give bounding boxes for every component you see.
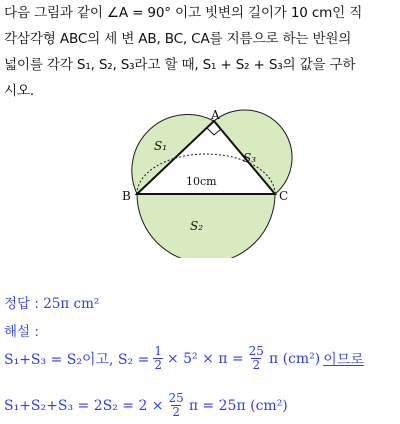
sol1-part-c: π (cm²) xyxy=(268,350,321,367)
solution-label: 해설 : xyxy=(4,324,39,340)
problem-line-4: 시오. xyxy=(4,83,34,99)
sol1-part-d: 이므로 xyxy=(323,351,364,368)
label-s2: S₂ xyxy=(190,219,204,233)
fraction-numerator: 25 xyxy=(248,344,264,358)
label-s1: S₁ xyxy=(154,139,168,153)
fraction-25-over-2-b xyxy=(168,392,185,419)
answer-line xyxy=(4,292,99,312)
fraction-denominator: 2 xyxy=(252,358,261,372)
sol2-part-a: S₁+S₂+S₃ = 2S₂ = 2 × xyxy=(4,397,164,414)
fraction-denominator: 2 xyxy=(154,358,162,372)
right-angle-mark xyxy=(207,128,221,135)
fraction-denominator: 2 xyxy=(172,405,180,419)
fraction-25-over-2 xyxy=(248,345,265,372)
solution-line-2 xyxy=(4,392,288,419)
label-hypotenuse: 10cm xyxy=(186,175,217,188)
problem-line-2: 각삼각형 ABC의 세 변 AB, BC, CA를 지름으로 하는 반원의 xyxy=(4,31,352,47)
answer-value: 25π cm² xyxy=(43,296,100,312)
fraction-numerator: 25 xyxy=(168,391,184,405)
sol2-part-b: π = 25π (cm²) xyxy=(188,397,288,414)
solution-line-1 xyxy=(4,345,364,372)
label-b: B xyxy=(122,189,131,203)
label-s3: S₃ xyxy=(243,151,257,165)
answer-label: 정답 : xyxy=(4,296,39,312)
problem-line-1: 다음 그림과 같이 ∠A = 90° 이고 빗변의 길이가 10 cm인 직 xyxy=(4,5,363,21)
sol1-part-b: × 5² × π = xyxy=(166,350,244,367)
fraction-half xyxy=(153,345,163,372)
fraction-numerator: 1 xyxy=(154,344,162,358)
semicircle-s2 xyxy=(137,194,275,258)
sol1-part-a: S₁+S₃ = S₂이고, S₂ = xyxy=(4,351,150,368)
semicircle-figure xyxy=(118,106,294,258)
label-c: C xyxy=(279,189,289,203)
problem-text xyxy=(4,0,398,104)
problem-line-3: 넓이를 각각 S₁, S₂, S₃라고 할 때, S₁ + S₂ + S₃의 값을 구하 xyxy=(4,57,356,73)
label-a: A xyxy=(211,108,220,122)
